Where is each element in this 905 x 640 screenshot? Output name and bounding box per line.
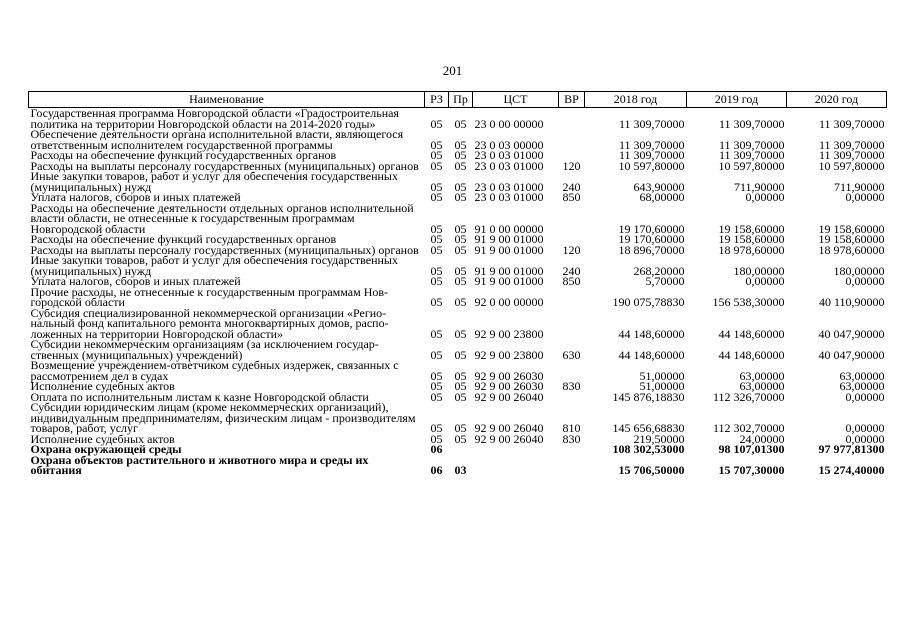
row-2019: 63,00000: [739, 368, 785, 383]
row-pr: 05: [454, 179, 467, 194]
header-vr: ВР: [559, 92, 585, 108]
row-2020: 19 158,60000: [818, 232, 885, 246]
row-2019: 11 309,70000: [718, 137, 785, 152]
row-2018: 190 075,78830: [612, 295, 685, 309]
row-2018: 68,00000: [639, 190, 685, 204]
row-rz: 05: [430, 179, 443, 194]
row-vr: 830: [562, 379, 581, 393]
row-2018: 15 706,50000: [618, 463, 685, 477]
row-2018: 18 896,70000: [618, 242, 685, 257]
row-rz: 05: [430, 242, 443, 257]
row-vr: [559, 287, 585, 308]
row-name: Расходы на выплаты персоналу государственных (муниципальных) органов: [30, 158, 419, 173]
header-name: Наименование: [29, 92, 425, 108]
row-name: Расходы на обеспечение функций государственных органов: [30, 232, 337, 246]
row-rz: 05: [430, 295, 443, 309]
row-2019: 0,00000: [745, 190, 785, 204]
table-row: [29, 171, 887, 192]
row-2019: 156 538,30000: [712, 295, 785, 309]
header-2019: 2019 год: [687, 92, 787, 108]
row-name: Исполнение судебных актов: [30, 431, 175, 446]
row-2020: 40 110,90000: [818, 295, 885, 309]
row-cst: 23 0 00 00000: [474, 116, 544, 131]
row-2020: 0,00000: [845, 190, 885, 204]
row-cst: 23 0 03 01000: [474, 148, 544, 162]
row-pr: 05: [454, 263, 467, 278]
row-cst: 92 9 00 26040: [474, 389, 544, 404]
row-2019: 63,00000: [739, 379, 785, 393]
row-vr: 810: [562, 421, 581, 435]
row-rz: 05: [430, 232, 443, 246]
row-name: Охрана объектов растительного и животного мира и среды их обитания: [30, 452, 369, 477]
row-pr: 05: [454, 326, 467, 341]
row-name: Исполнение судебных актов: [30, 379, 175, 393]
row-rz: 06: [430, 463, 443, 477]
row-name: Субсидии некоммерческим организациям (за исключением государственных (муниципальных) учреждений): [30, 337, 379, 362]
row-cst: 92 9 00 26040: [474, 421, 544, 435]
row-pr: 05: [454, 137, 467, 152]
row-2020: 0,00000: [845, 421, 885, 435]
row-2020: 18 978,60000: [818, 242, 885, 257]
row-pr: 05: [454, 389, 467, 404]
row-pr: 05: [454, 242, 467, 257]
row-vr: [559, 129, 585, 150]
row-2018: 10 597,80000: [618, 158, 685, 173]
table-row: [29, 402, 887, 434]
row-pr: 05: [454, 431, 467, 446]
row-name: Прочие расходы, не отнесенные к государственным программам Новгородской области: [30, 284, 389, 309]
row-pr: 05: [454, 421, 467, 435]
row-rz: 05: [430, 368, 443, 383]
row-cst: 91 9 00 01000: [474, 232, 544, 246]
row-pr: 05: [454, 116, 467, 131]
row-2018: 145 656,68830: [612, 421, 685, 435]
row-2019: 15 707,30000: [718, 463, 785, 477]
row-vr: 830: [562, 431, 581, 446]
row-2018: 11 309,70000: [618, 137, 685, 152]
row-cst: [473, 455, 559, 476]
row-name: Охрана окружающей среды: [30, 442, 182, 456]
table-row: [29, 308, 887, 340]
row-cst: 23 0 03 01000: [474, 190, 544, 204]
row-rz: 05: [430, 137, 443, 152]
row-2020: 40 047,90000: [818, 347, 885, 362]
row-2020: 10 597,80000: [818, 158, 885, 173]
row-vr: [559, 392, 585, 403]
row-rz: 05: [430, 221, 443, 236]
row-pr: [449, 444, 473, 455]
row-vr: 850: [562, 274, 581, 288]
row-2020: 11 309,70000: [818, 116, 885, 131]
row-2018: 51,00000: [639, 379, 685, 393]
row-name: Иные закупки товаров, работ и услуг для обеспечения государственных (муниципальных) нужд: [30, 169, 398, 194]
row-2019: 98 107,01300: [718, 442, 785, 456]
table-row: [29, 203, 887, 235]
table-row: [29, 129, 887, 150]
row-vr: [559, 203, 585, 235]
header-rz: РЗ: [425, 92, 449, 108]
row-cst: 92 9 00 26040: [474, 431, 544, 446]
table-row: [29, 339, 887, 360]
row-2020: 63,00000: [839, 379, 885, 393]
row-vr: 850: [562, 190, 581, 204]
table-row: [29, 360, 887, 381]
row-vr: [559, 444, 585, 455]
row-cst: 91 9 00 01000: [474, 274, 544, 288]
row-rz: 05: [430, 389, 443, 404]
row-cst: [473, 444, 559, 455]
table-row: [29, 108, 887, 130]
row-pr: 05: [454, 368, 467, 383]
row-2018: 219,50000: [633, 431, 685, 446]
row-vr: 120: [562, 158, 581, 173]
row-name: Расходы на обеспечение функций государственных органов: [30, 148, 337, 162]
row-2020: 63,00000: [839, 368, 885, 383]
table-row: [29, 287, 887, 308]
row-pr: 05: [454, 295, 467, 309]
row-2019: 180,00000: [733, 263, 785, 278]
row-2019: 11 309,70000: [718, 148, 785, 162]
row-name: Субсидия специализированной некоммерческой организации «Региональный фонд капитального ремонта многоквартирных домов, расположенных на территории Новгородской области»: [30, 305, 389, 341]
budget-table: [28, 91, 887, 476]
row-pr: 05: [454, 158, 467, 173]
row-2020: 0,00000: [845, 389, 885, 404]
row-name: Расходы на выплаты персоналу государственных (муниципальных) органов: [30, 242, 419, 257]
row-2018: 5,70000: [645, 274, 685, 288]
row-rz: 05: [430, 347, 443, 362]
row-2018: 11 309,70000: [618, 116, 685, 131]
table-row: [29, 455, 887, 476]
row-2018: 19 170,60000: [618, 221, 685, 236]
row-2020: 40 047,90000: [818, 326, 885, 341]
row-2019: 11 309,70000: [718, 116, 785, 131]
row-rz: 05: [430, 148, 443, 162]
row-cst: 92 9 00 26030: [474, 368, 544, 383]
row-cst: 92 0 00 00000: [474, 295, 544, 309]
row-vr: 630: [562, 347, 581, 362]
row-2019: 112 326,70000: [712, 389, 785, 404]
row-2019: 18 978,60000: [718, 242, 785, 257]
row-vr: 240: [562, 263, 581, 278]
row-cst: 92 9 00 23800: [474, 347, 544, 362]
table-body: [29, 108, 887, 476]
row-pr: 05: [454, 148, 467, 162]
row-name: Уплата налогов, сборов и иных платежей: [30, 190, 241, 204]
row-cst: 92 9 00 23800: [474, 326, 544, 341]
row-2018: 108 302,53000: [612, 442, 685, 456]
header-2020: 2020 год: [787, 92, 887, 108]
row-2020: 11 309,70000: [818, 148, 885, 162]
row-2020: 19 158,60000: [818, 221, 885, 236]
row-pr: 05: [454, 221, 467, 236]
header-pr: Пр: [449, 92, 473, 108]
row-2020: 11 309,70000: [818, 137, 885, 152]
row-2020: 0,00000: [845, 431, 885, 446]
row-pr: 03: [454, 463, 467, 477]
row-name: Субсидии юридическим лицам (кроме некоммерческих организаций), индивидуальным предпринимателям, физическим лицам - производителям товаров, работ, услуг: [30, 400, 416, 435]
row-rz: 05: [430, 116, 443, 131]
row-rz: 05: [430, 263, 443, 278]
row-rz: 05: [430, 379, 443, 393]
row-2018: 44 148,60000: [618, 326, 685, 341]
row-vr: [559, 108, 585, 130]
table-row: [29, 255, 887, 276]
row-cst: 91 9 00 01000: [474, 242, 544, 257]
row-2019: 0,00000: [745, 274, 785, 288]
row-name: Уплата налогов, сборов и иных платежей: [30, 274, 241, 288]
row-vr: [559, 308, 585, 340]
row-rz: 05: [430, 326, 443, 341]
row-name: Расходы на обеспечение деятельности отдельных органов исполнительной власти области, не отнесенные к государственным программам Новгородской области: [30, 200, 414, 236]
row-cst: 91 9 00 01000: [474, 263, 544, 278]
row-2018: 51,00000: [639, 368, 685, 383]
row-vr: [559, 360, 585, 381]
row-cst: 23 0 03 01000: [474, 158, 544, 173]
row-2018: 19 170,60000: [618, 232, 685, 246]
row-2019: 711,90000: [733, 179, 785, 194]
header-2018: 2018 год: [585, 92, 687, 108]
row-cst: 23 0 03 01000: [474, 179, 544, 194]
row-2020: 15 274,40000: [818, 463, 885, 477]
row-pr: 05: [454, 347, 467, 362]
row-2018: 11 309,70000: [618, 148, 685, 162]
row-rz: 05: [430, 421, 443, 435]
row-rz: 06: [430, 442, 443, 456]
page-number: 201: [442, 63, 463, 78]
row-name: Возмещение учреждением-ответчиком судебных издержек, связанных с рассмотрением дел в судах: [30, 358, 399, 383]
row-vr: 240: [562, 179, 581, 194]
row-2019: 112 302,70000: [712, 421, 785, 435]
row-pr: 05: [454, 190, 467, 204]
row-cst: 92 9 00 26030: [474, 379, 544, 393]
row-2019: 19 158,60000: [718, 221, 785, 236]
row-cst: 91 0 00 00000: [474, 221, 544, 236]
row-rz: 05: [430, 431, 443, 446]
row-vr: 120: [562, 242, 581, 257]
row-name: Иные закупки товаров, работ и услуг для обеспечения государственных (муниципальных) нужд: [30, 253, 398, 278]
row-2018: 44 148,60000: [618, 347, 685, 362]
row-pr: 05: [454, 274, 467, 288]
row-name: Государственная программа Новгородской области «Градостроительная политика на территории Новгородской области на 2014-2020 годы»: [30, 106, 399, 131]
row-vr: [559, 455, 585, 476]
row-cst: 23 0 03 00000: [474, 137, 544, 152]
row-rz: 05: [430, 190, 443, 204]
row-pr: 05: [454, 379, 467, 393]
row-rz: 05: [430, 158, 443, 173]
row-2019: 44 148,60000: [718, 347, 785, 362]
row-2018: 643,90000: [633, 179, 685, 194]
row-2020: 97 977,81300: [818, 442, 885, 456]
row-2019: 44 148,60000: [718, 326, 785, 341]
row-2018: 268,20000: [633, 263, 685, 278]
row-2018: 145 876,18830: [612, 389, 685, 404]
row-2019: 24,00000: [739, 431, 785, 446]
row-pr: 05: [454, 232, 467, 246]
row-2020: 0,00000: [845, 274, 885, 288]
row-2020: 180,00000: [833, 263, 885, 278]
header-cst: ЦСТ: [473, 92, 559, 108]
row-2020: 711,90000: [833, 179, 885, 194]
row-2019: 19 158,60000: [718, 232, 785, 246]
row-rz: 05: [430, 274, 443, 288]
row-name: Обеспечение деятельности органа исполнительной власти, являющегося ответственным исполнителем государственной программы: [30, 127, 404, 152]
row-2019: 10 597,80000: [718, 158, 785, 173]
row-name: Оплата по исполнительным листам к казне Новгородской области: [30, 389, 369, 404]
